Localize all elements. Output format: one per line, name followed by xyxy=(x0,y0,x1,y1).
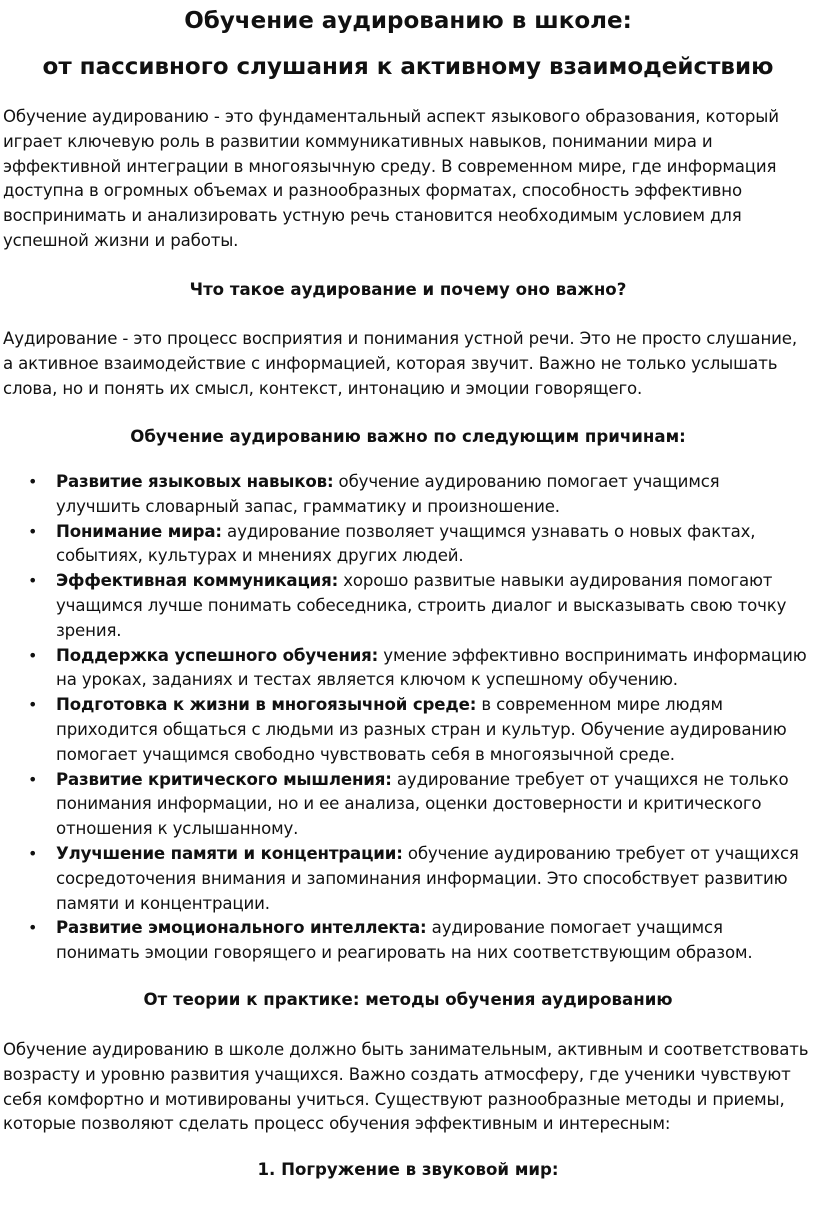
list-item xyxy=(0,520,816,570)
definition-paragraph: Аудирование - это процесс восприятия и понимания устной речи. Это не просто слушание, а активное взаимодействие с информацией, которая звучит. Важно не только услышать слова, но и понять их смысл, контекст, интонацию и эмоции говорящего. xyxy=(3,329,797,398)
list-item-term: Поддержка успешного обучения: xyxy=(56,645,379,665)
list-item-text: хорошо развитые навыки аудирования помогают учащимся лучше понимать собеседника, строить диалог и высказывать свою точку зрения. xyxy=(56,571,787,640)
reasons-list xyxy=(0,470,816,966)
intro-paragraph: Обучение аудированию - это фундаментальный аспект языкового образования, который играет ключевую роль в развитии коммуникативных навыков, понимании мира и эффективной интеграции в многоязычную среду. В современном мире, где информация доступна в огромных объемах и разнообразных форматах, способность эффективно воспринимать и анализировать устную речь становится необходимым условием для успешной жизни и работы. xyxy=(3,107,779,250)
list-item xyxy=(0,569,816,643)
bullet-icon: • xyxy=(28,695,38,715)
section-heading-step1: 1. Погружение в звуковой мир: xyxy=(257,1160,559,1179)
section-heading-reasons: Обучение аудированию важно по следующим причинам: xyxy=(130,427,686,446)
list-item-term: Понимание мира: xyxy=(56,521,222,541)
list-item-text: в современном мире людям приходится общаться с людьми из разных стран и культур. Обучение аудированию помогает учащимся свободно чувствовать себя в многоязычной среде. xyxy=(56,695,787,764)
bullet-icon: • xyxy=(28,521,38,541)
list-item-term: Подготовка к жизни в многоязычной среде: xyxy=(56,695,477,715)
bullet-icon: • xyxy=(28,918,38,938)
list-item-term: Эффективная коммуникация: xyxy=(56,571,339,591)
document-title: Обучение аудированию в школе: xyxy=(184,8,632,34)
section-heading-practice: От теории к практике: методы обучения аудированию xyxy=(143,990,673,1009)
list-item xyxy=(0,693,816,767)
bullet-icon: • xyxy=(28,472,38,491)
list-item xyxy=(0,768,816,842)
list-item-text: аудирование позволяет учащимся узнавать о новых фактах, событиях, культурах и мнениях других людей. xyxy=(56,521,756,566)
list-item xyxy=(0,842,816,916)
list-item-term: Развитие эмоционального интеллекта: xyxy=(56,918,427,938)
list-item-text: аудирование требует от учащихся не только понимания информации, но и ее анализа, оценки достоверности и критического отношения к услышанному. xyxy=(56,769,789,839)
list-item xyxy=(0,916,816,966)
list-item-term: Развитие языковых навыков: xyxy=(56,472,334,491)
bullet-icon: • xyxy=(28,645,38,665)
list-item-text: аудирование помогает учащимся понимать эмоции говорящего и реагировать на них соответствующим образом. xyxy=(56,918,753,963)
list-item-text: обучение аудированию требует от учащихся сосредоточения внимания и запоминания информации. Это способствует развитию памяти и концентрации. xyxy=(56,843,799,913)
list-item xyxy=(0,470,816,520)
document-subtitle: от пассивного слушания к активному взаимодействию xyxy=(42,54,774,80)
list-item-term: Развитие критического мышления: xyxy=(56,769,392,789)
bullet-icon: • xyxy=(28,571,38,591)
list-item xyxy=(0,644,816,694)
section-heading-what: Что такое аудирование и почему оно важно? xyxy=(189,280,627,299)
list-item-term: Улучшение памяти и концентрации: xyxy=(56,843,403,863)
bullet-icon: • xyxy=(28,843,38,863)
list-item-text: обучение аудированию помогает учащимся улучшить словарный запас, грамматику и произношение. xyxy=(56,472,720,516)
list-item-text: умение эффективно воспринимать информацию на уроках, заданиях и тестах является ключом к успешному обучению. xyxy=(56,645,807,690)
practice-paragraph: Обучение аудированию в школе должно быть занимательным, активным и соответствовать возрасту и уровню развития учащихся. Важно создать атмосферу, где ученики чувствуют себя комфортно и мотивированы учиться. Существуют разнообразные методы и приемы, которые позволяют сделать процесс обучения эффективным и интересным: xyxy=(3,1040,809,1134)
bullet-icon: • xyxy=(28,769,38,789)
